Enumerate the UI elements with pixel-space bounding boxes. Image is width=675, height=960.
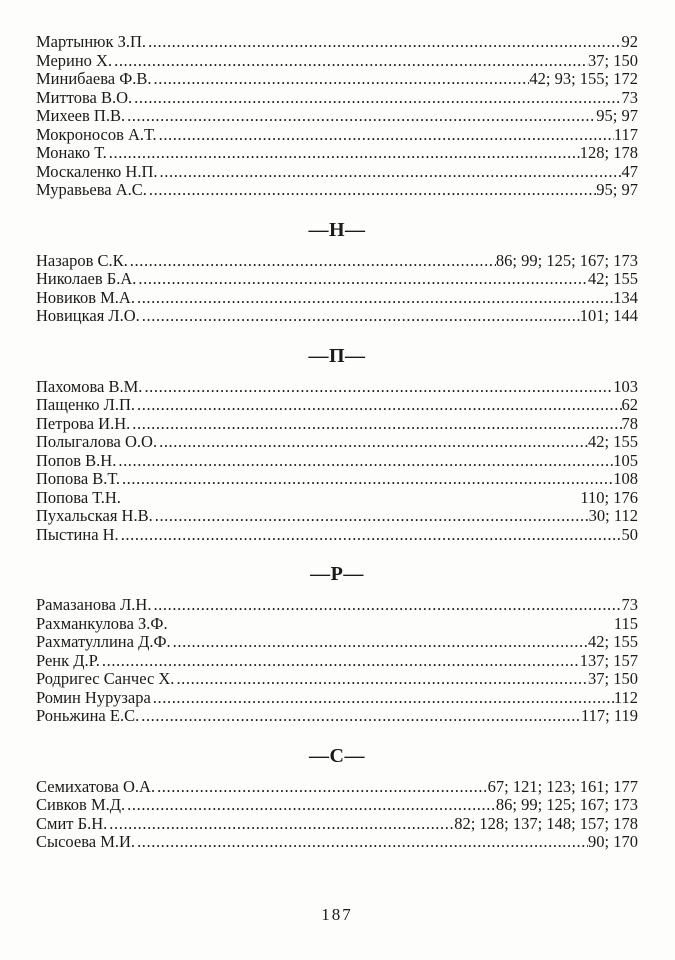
dot-leader bbox=[130, 415, 621, 434]
entry-name: Смит Б.Н. bbox=[36, 813, 108, 833]
entry-pages: 110; 176 bbox=[580, 487, 638, 507]
section-heading-n: —Н— bbox=[308, 218, 366, 241]
section-heading-s: —С— bbox=[309, 744, 365, 767]
dot-leader bbox=[147, 181, 596, 200]
entry-name: Сивков М.Д. bbox=[36, 795, 126, 814]
index-entry bbox=[36, 507, 638, 526]
entry-pages: 37; 150 bbox=[588, 669, 638, 688]
dot-leader bbox=[120, 470, 613, 489]
entry-name: Муравьева А.С. bbox=[36, 180, 147, 199]
entry-name: Рахматуллина Д.Ф. bbox=[36, 632, 171, 651]
entry-name: Пухальская Н.В. bbox=[36, 506, 153, 525]
dot-leader bbox=[158, 163, 622, 182]
index-entry bbox=[36, 689, 638, 708]
index-entry bbox=[36, 33, 638, 52]
entry-pages: 50 bbox=[621, 524, 638, 544]
entry-name: Пащенко Л.П. bbox=[36, 395, 136, 414]
index-section-n bbox=[36, 219, 638, 326]
index-entry bbox=[36, 89, 638, 108]
entry-name: Москаленко Н.П. bbox=[36, 161, 158, 181]
dot-leader bbox=[157, 126, 614, 145]
index-entry bbox=[36, 489, 638, 508]
entry-pages: 117; 119 bbox=[581, 706, 638, 725]
index-entry bbox=[36, 452, 638, 471]
entry-pages: 117 bbox=[613, 124, 638, 144]
dot-leader bbox=[136, 270, 588, 289]
entry-name: Новицкая Л.О. bbox=[36, 306, 140, 325]
entry-pages: 134 bbox=[613, 287, 638, 307]
entry-pages: 86; 99; 125; 167; 173 bbox=[495, 250, 638, 270]
index-entry bbox=[36, 596, 638, 615]
entry-pages: 103 bbox=[613, 376, 638, 396]
index-entry bbox=[36, 307, 638, 326]
index-entry bbox=[36, 144, 638, 163]
entry-pages: 92 bbox=[621, 32, 638, 51]
dot-leader bbox=[151, 689, 614, 708]
dot-leader bbox=[128, 252, 496, 271]
index-entry bbox=[36, 815, 638, 834]
entry-pages: 105 bbox=[613, 450, 638, 470]
entry-pages: 137; 157 bbox=[579, 650, 638, 670]
dot-leader bbox=[155, 778, 488, 797]
dot-leader bbox=[100, 652, 580, 671]
entry-pages: 101; 144 bbox=[579, 306, 638, 325]
entry-name: Родригес Санчес Х. bbox=[36, 669, 175, 688]
entry-pages: 47 bbox=[621, 161, 638, 181]
dot-leader bbox=[151, 596, 621, 615]
entry-pages: 73 bbox=[621, 595, 638, 614]
entry-pages: 73 bbox=[621, 87, 638, 107]
entry-name: Попов В.Н. bbox=[36, 450, 117, 470]
index-entry bbox=[36, 652, 638, 671]
dot-leader bbox=[139, 707, 581, 726]
dot-leader bbox=[119, 526, 622, 545]
entry-pages: 37; 150 bbox=[588, 50, 638, 70]
entry-name: Николаев Б.А. bbox=[36, 269, 137, 288]
entry-name: Пахомова В.М. bbox=[36, 376, 143, 396]
entry-pages: 42; 155 bbox=[588, 269, 638, 288]
entry-pages: 82; 128; 137; 148; 157; 178 bbox=[454, 813, 638, 833]
entry-pages: 90; 170 bbox=[588, 832, 638, 851]
entry-pages: 128; 178 bbox=[579, 143, 638, 162]
entry-pages: 112 bbox=[613, 687, 638, 707]
entry-name: Попова Т.Н. bbox=[36, 487, 121, 507]
dot-leader bbox=[135, 289, 613, 308]
dot-leader bbox=[171, 633, 588, 652]
entry-name: Семихатова О.А. bbox=[36, 776, 156, 796]
entry-name: Ромин Нурузара bbox=[36, 687, 151, 707]
entry-pages: 30; 112 bbox=[588, 506, 638, 525]
entry-name: Рахманкулова З.Ф. bbox=[36, 613, 168, 633]
index-entry bbox=[36, 833, 638, 852]
index-entry bbox=[36, 433, 638, 452]
entry-pages: 108 bbox=[613, 469, 638, 488]
index-entry bbox=[36, 163, 638, 182]
index-entry bbox=[36, 378, 638, 397]
dot-leader bbox=[135, 833, 588, 852]
dot-leader bbox=[157, 433, 588, 452]
dot-leader bbox=[152, 70, 530, 89]
dot-leader bbox=[140, 307, 580, 326]
entry-name: Рамазанова Л.Н. bbox=[36, 595, 152, 614]
dot-leader bbox=[116, 452, 613, 471]
section-heading-p: —П— bbox=[308, 344, 366, 367]
entry-name: Назаров С.К. bbox=[36, 250, 128, 270]
index-section-p bbox=[36, 345, 638, 545]
dot-leader bbox=[107, 144, 580, 163]
index-entry bbox=[36, 778, 638, 797]
dot-leader bbox=[174, 670, 588, 689]
dot-leader bbox=[146, 33, 621, 52]
index-entry bbox=[36, 396, 638, 415]
entry-name: Сысоева М.И. bbox=[36, 832, 136, 851]
index-entry bbox=[36, 415, 638, 434]
entry-pages: 67; 121; 123; 161; 177 bbox=[487, 776, 638, 796]
index-entry bbox=[36, 181, 638, 200]
dot-leader bbox=[107, 815, 454, 834]
section-heading-r: —Р— bbox=[310, 563, 364, 585]
entry-pages: 86; 99; 125; 167; 173 bbox=[495, 795, 638, 814]
index-section-r bbox=[36, 563, 638, 726]
entry-name: Роньжина Е.С. bbox=[36, 706, 140, 725]
entry-pages: 42; 155 bbox=[588, 432, 638, 451]
index-entry bbox=[36, 670, 638, 689]
index-entry bbox=[36, 126, 638, 145]
entry-name: Мерино Х. bbox=[36, 50, 113, 70]
dot-leader bbox=[135, 396, 621, 415]
entry-name: Пыстина Н. bbox=[36, 524, 119, 544]
entry-pages: 95; 97 bbox=[596, 106, 638, 125]
dot-leader bbox=[125, 107, 596, 126]
entry-name: Полыгалова О.О. bbox=[36, 432, 158, 451]
index-entry bbox=[36, 70, 638, 89]
index-section-s bbox=[36, 745, 638, 852]
entry-name: Мокроносов А.Т. bbox=[36, 124, 157, 144]
index-entry bbox=[36, 289, 638, 308]
index-entry bbox=[36, 633, 638, 652]
entry-name: Монако Т. bbox=[36, 143, 107, 162]
dot-leader bbox=[112, 52, 588, 71]
entry-name: Минибаева Ф.В. bbox=[36, 69, 152, 88]
index-entry bbox=[36, 526, 638, 545]
index-section-m bbox=[36, 33, 638, 200]
entry-pages: 95; 97 bbox=[596, 180, 638, 199]
index-entry bbox=[36, 252, 638, 271]
index-entry bbox=[36, 470, 638, 489]
entry-name: Попова В.Т. bbox=[36, 469, 120, 488]
entry-name: Новиков М.А. bbox=[36, 287, 135, 307]
entry-name: Михеев П.В. bbox=[36, 106, 126, 125]
entry-pages: 42; 93; 155; 172 bbox=[529, 69, 638, 88]
index-entry bbox=[36, 796, 638, 815]
entry-name: Петрова И.Н. bbox=[36, 413, 131, 433]
entry-name: Ренк Д.Р. bbox=[36, 650, 100, 670]
dot-leader bbox=[153, 507, 589, 526]
entry-pages: 42; 155 bbox=[588, 632, 638, 651]
entry-pages: 78 bbox=[621, 413, 638, 433]
entry-name: Миттова В.О. bbox=[36, 87, 133, 107]
dot-leader bbox=[125, 796, 496, 815]
page-number: 187 bbox=[321, 904, 353, 924]
index-entry bbox=[36, 615, 638, 634]
dot-leader bbox=[132, 89, 621, 108]
index-entry bbox=[36, 52, 638, 71]
dot-leader bbox=[142, 378, 613, 397]
entry-pages: 62 bbox=[621, 395, 638, 414]
index-entry bbox=[36, 707, 638, 726]
entry-name: Мартынюк З.П. bbox=[36, 32, 147, 51]
entry-pages: 115 bbox=[613, 613, 638, 633]
index-entry bbox=[36, 270, 638, 289]
index-entry bbox=[36, 107, 638, 126]
